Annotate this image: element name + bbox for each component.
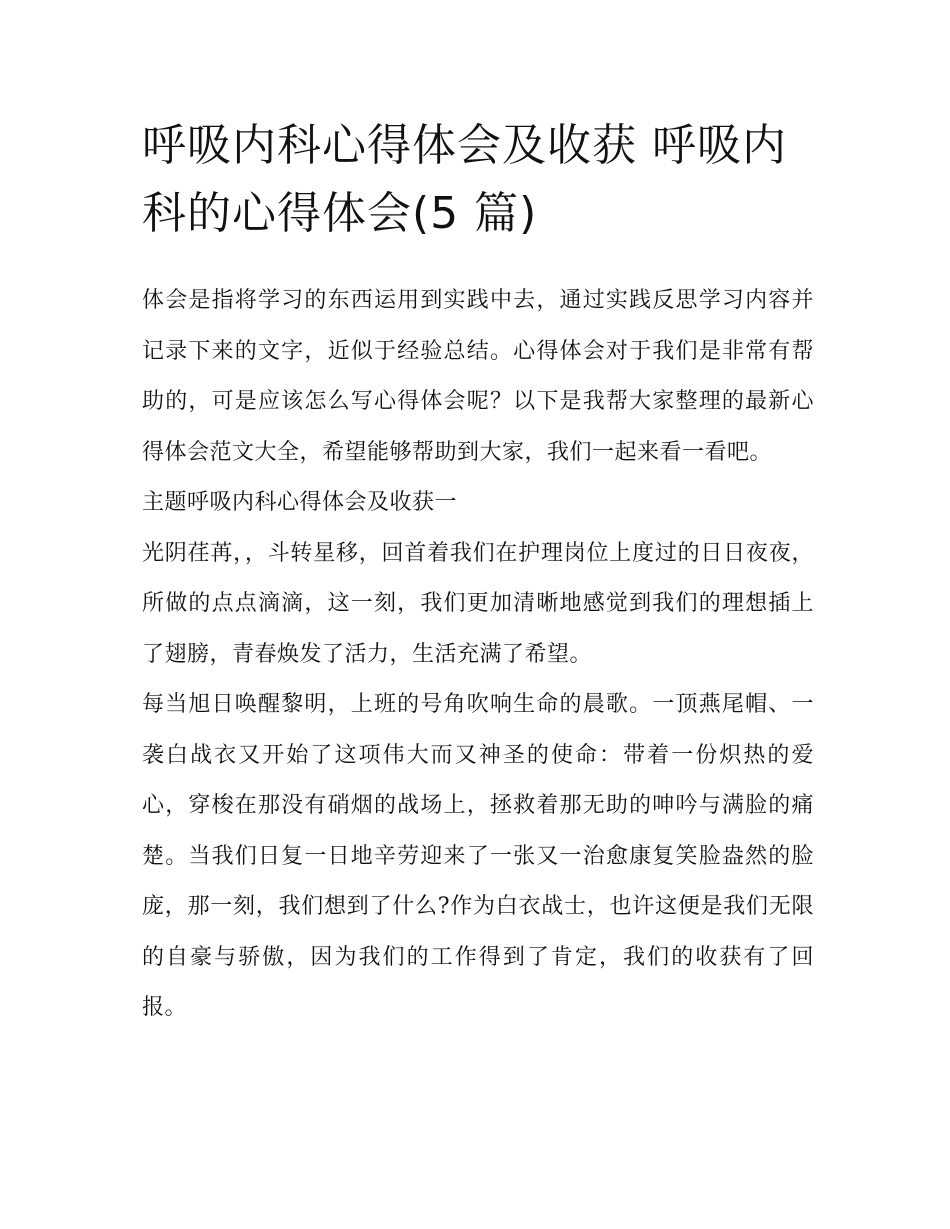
section-heading: 主题呼吸内科心得体会及收获一: [142, 490, 458, 515]
intro-paragraph: 体会是指将学习的东西运用到实践中去，通过实践反思学习内容并记录下来的文字，近似于经验总结。心得体会对于我们是非常有帮助的，可是应该怎么写心得体会呢？以下是我帮大家整理的最新心得体会范文大全，希望能够帮助到大家，我们一起来看一看吧。: [142, 288, 814, 465]
body-paragraph: 每当旭日唤醒黎明，上班的号角吹响生命的晨歌。一顶燕尾帽、一袭白战衣又开始了这项伟大而又神圣的使命：带着一份炽热的爱心，穿梭在那没有硝烟的战场上，拯救着那无助的呻吟与满脸的痛楚。当我们日复一日地辛劳迎来了一张又一治愈康复笑脸盎然的脸庞，那一刻，我们想到了什么?作为白衣战士，也许这便是我们无限的自豪与骄傲，因为我们的工作得到了肯定，我们的收获有了回报。: [142, 692, 814, 1020]
body-paragraph: 光阴荏苒，，斗转星移，回首着我们在护理岗位上度过的日日夜夜，所做的点点滴滴，这一刻，我们更加清晰地感觉到我们的理想插上了翅膀，青春焕发了活力，生活充满了希望。: [142, 540, 814, 667]
document-title: 呼吸内科心得体会及收获 呼吸内科的心得体会(5 篇): [142, 120, 787, 239]
document-body: [142, 276, 814, 1034]
